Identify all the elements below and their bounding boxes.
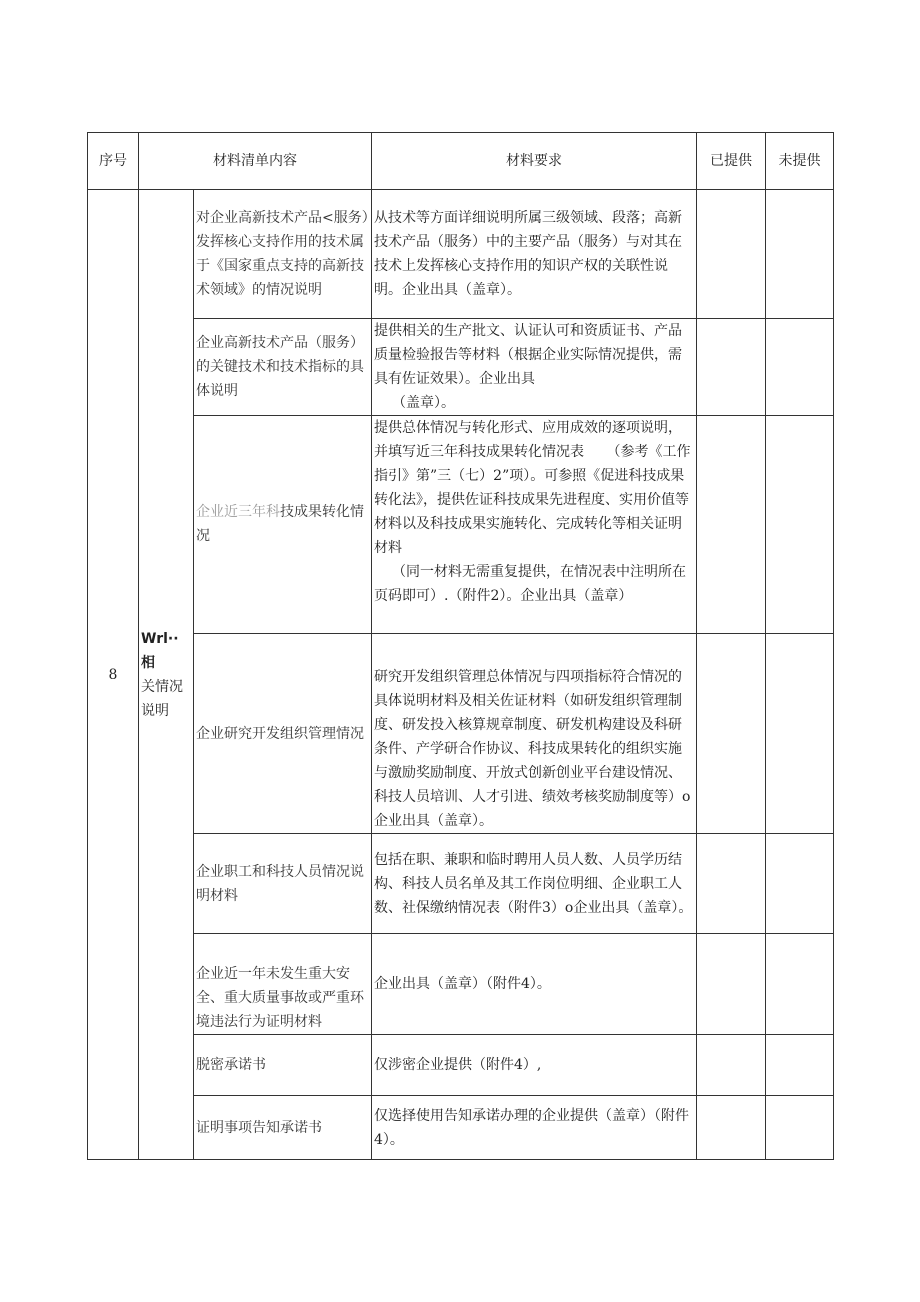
- table-row: [88, 416, 834, 634]
- item-text: 技成果转化情况: [196, 504, 364, 544]
- requirement-cell: 从技术等方面详细说明所属三级领域、段落；高新技术产品（服务）中的主要产品（服务）与对其在技术上发挥核心支持作用的知识产权的关联性说明。企业出具（盖章）。: [372, 190, 697, 319]
- item-cell: 对企业高新技术产品<服务）发挥核心支持作用的技术属于《国家重点支持的高新技术领域》的情况说明: [194, 190, 372, 319]
- not-provided-cell[interactable]: [766, 834, 834, 934]
- not-provided-cell[interactable]: [766, 634, 834, 834]
- provided-cell[interactable]: [697, 190, 766, 319]
- item-cell: 脱密承诺书: [194, 1035, 372, 1096]
- header-not-provided: 未提供: [766, 133, 834, 190]
- item-faded-text: 企业近三年科: [196, 504, 280, 520]
- provided-cell[interactable]: [697, 319, 766, 416]
- requirement-text-indent: （参考《工作指引》第”三（七）2”项）。可参照《促进科技成果转化法》，提供佐证科技成果先进程度、实用价值等材料以及科技成果实施转化、完成转化等相关证明材料: [374, 444, 691, 556]
- requirement-cell: 仅选择使用告知承诺办理的企业提供（盖章）（附件4）。: [372, 1096, 697, 1160]
- requirement-cell: 研究开发组织管理总体情况与四项指标符合情况的具体说明材料及相关佐证材料（如研发组织管理制度、研发投入核算规章制度、研发机构建设及科研条件、产学研合作协议、科技成果转化的组织实施与激励奖励制度、开放式创新创业平台建设情况、科技人员培训、人才引进、绩效考核奖励制度等）o企业出具（盖章）。: [372, 634, 697, 834]
- header-seq: 序号: [88, 133, 139, 190]
- requirement-cell: [372, 416, 697, 634]
- requirement-cell: 企业出具（盖章）（附件4）。: [372, 934, 697, 1035]
- not-provided-cell[interactable]: [766, 416, 834, 634]
- item-cell: 企业近一年未发生重大安全、重大质量事故或严重环境违法行为证明材料: [194, 934, 372, 1035]
- not-provided-cell[interactable]: [766, 190, 834, 319]
- table-row: [88, 1096, 834, 1160]
- category-line3: 说明: [141, 702, 169, 719]
- table-row: [88, 634, 834, 834]
- provided-cell[interactable]: [697, 834, 766, 934]
- table-row: [88, 1035, 834, 1096]
- table-row: [88, 319, 834, 416]
- table-row: [88, 190, 834, 319]
- header-requirement: 材料要求: [372, 133, 697, 190]
- table-row: [88, 834, 834, 934]
- provided-cell[interactable]: [697, 1096, 766, 1160]
- provided-cell[interactable]: [697, 1035, 766, 1096]
- item-cell: 企业职工和科技人员情况说明材料: [194, 834, 372, 934]
- not-provided-cell[interactable]: [766, 1096, 834, 1160]
- materials-table: [87, 132, 834, 1160]
- header-row: [88, 133, 834, 190]
- item-cell: [194, 416, 372, 634]
- item-cell: 证明事项告知承诺书: [194, 1096, 372, 1160]
- requirement-cell: 仅涉密企业提供（附件4）,: [372, 1035, 697, 1096]
- category-line1: Wrl··相: [141, 630, 179, 671]
- requirement-cell: 包括在职、兼职和临时聘用人员人数、人员学历结构、科技人员名单及其工作岗位明细、企业职工人数、社保缴纳情况表（附件3）o企业出具（盖章）。: [372, 834, 697, 934]
- requirement-cell: [372, 319, 697, 416]
- not-provided-cell[interactable]: [766, 319, 834, 416]
- group-category: [139, 190, 194, 1160]
- category-line2: 关情况: [141, 678, 183, 695]
- header-content: 材料清单内容: [139, 133, 372, 190]
- header-provided: 已提供: [697, 133, 766, 190]
- item-cell: 企业高新技术产品（服务）的关键技术和技术指标的具体说明: [194, 319, 372, 416]
- requirement-text-indent: （盖章）。: [392, 395, 455, 411]
- not-provided-cell[interactable]: [766, 934, 834, 1035]
- provided-cell[interactable]: [697, 416, 766, 634]
- requirement-text: 提供总体情况与转化形式、应用成效的逐项说明，并填写近三年科技成果转化情况表: [374, 420, 682, 460]
- requirement-text: 提供相关的生产批文、认证认可和资质证书、产品质量检验报告等材料（根据企业实际情况提供，需具有佐证效果）。企业出具: [374, 323, 682, 387]
- provided-cell[interactable]: [697, 634, 766, 834]
- not-provided-cell[interactable]: [766, 1035, 834, 1096]
- requirement-text-note: （同一材料无需重复提供，在情况表中注明所在页码即可）.（附件2）。企业出具（盖章）: [374, 564, 686, 604]
- group-seq: 8: [88, 190, 139, 1160]
- item-cell: 企业研究开发组织管理情况: [194, 634, 372, 834]
- provided-cell[interactable]: [697, 934, 766, 1035]
- table-row: [88, 934, 834, 1035]
